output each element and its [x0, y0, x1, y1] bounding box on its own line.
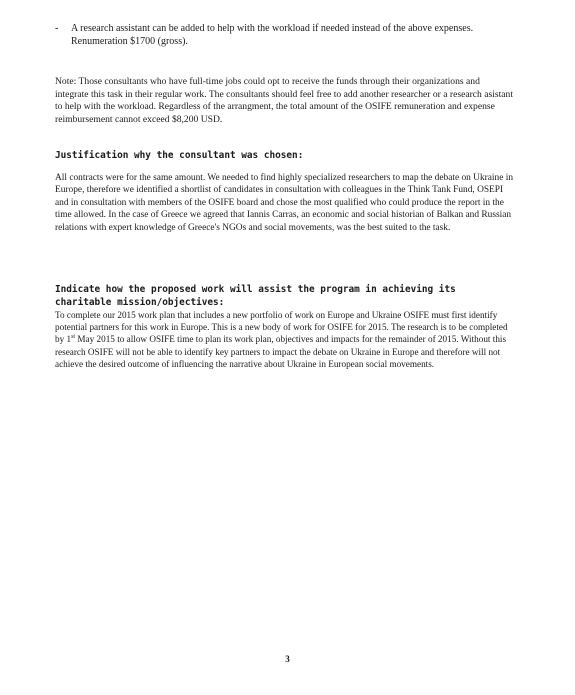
objectives-heading: Indicate how the proposed work will assist the program in achieving its charitable mission/objectives:	[55, 284, 456, 308]
objectives-text-start: To complete our 2015 work plan that includes a new portfolio of work on Europe and Ukraine OSIFE must first identify potential partners for this work in Europe. This is a new body of work for OSIFE for 2015. The research is to be completed by 1	[55, 310, 508, 345]
bullet-text: A research assistant can be added to help with the workload if needed instead of the above expenses. Renumeration $1700 (gross).	[71, 23, 474, 47]
justification-paragraph: All contracts were for the same amount. We needed to find highly specialized researchers to map the debate on Ukraine in Europe, therefore we identified a shortlist of candidates in consultation with colleagues in the Think Tank Fund, OSEPI and in consultation with members of the OSIFE board and chose the most qualified who could produce the report in the time allowed. In the case of Greece we agreed that Iannis Carras, an economic and social historian of Balkan and Russian relations with expert knowledge of Greece's NGOs and social movements, was the best suited to the task.	[55, 173, 514, 233]
bullet-marker: -	[55, 23, 59, 34]
bullet-item	[55, 22, 515, 48]
objectives-text-end: May 2015 to allow OSIFE time to plan its work plan, objectives and impacts for the remainder of 2015. Without this research OSIFE will not be able to identify key partners to impact the debate on Ukraine in Europe and therefore will not achieve the desired outcome of influencing the narrative about Ukraine in European social movements.	[55, 334, 507, 369]
justification-heading: Justification why the consultant was chosen:	[55, 150, 304, 161]
objectives-paragraph	[55, 309, 515, 370]
note-paragraph: Note: Those consultants who have full-time jobs could opt to receive the funds through their organizations and integrate this task in their regular work. The consultants should feel free to add another researcher or a research asistant to help with the workload. Regardless of the arrangment, the total amount of the OSIFE remuneration and expense reimbursement cannot exceed $8,200 USD.	[55, 76, 514, 125]
ordinal-superscript: st	[71, 334, 76, 341]
page-number: 3	[285, 654, 290, 664]
